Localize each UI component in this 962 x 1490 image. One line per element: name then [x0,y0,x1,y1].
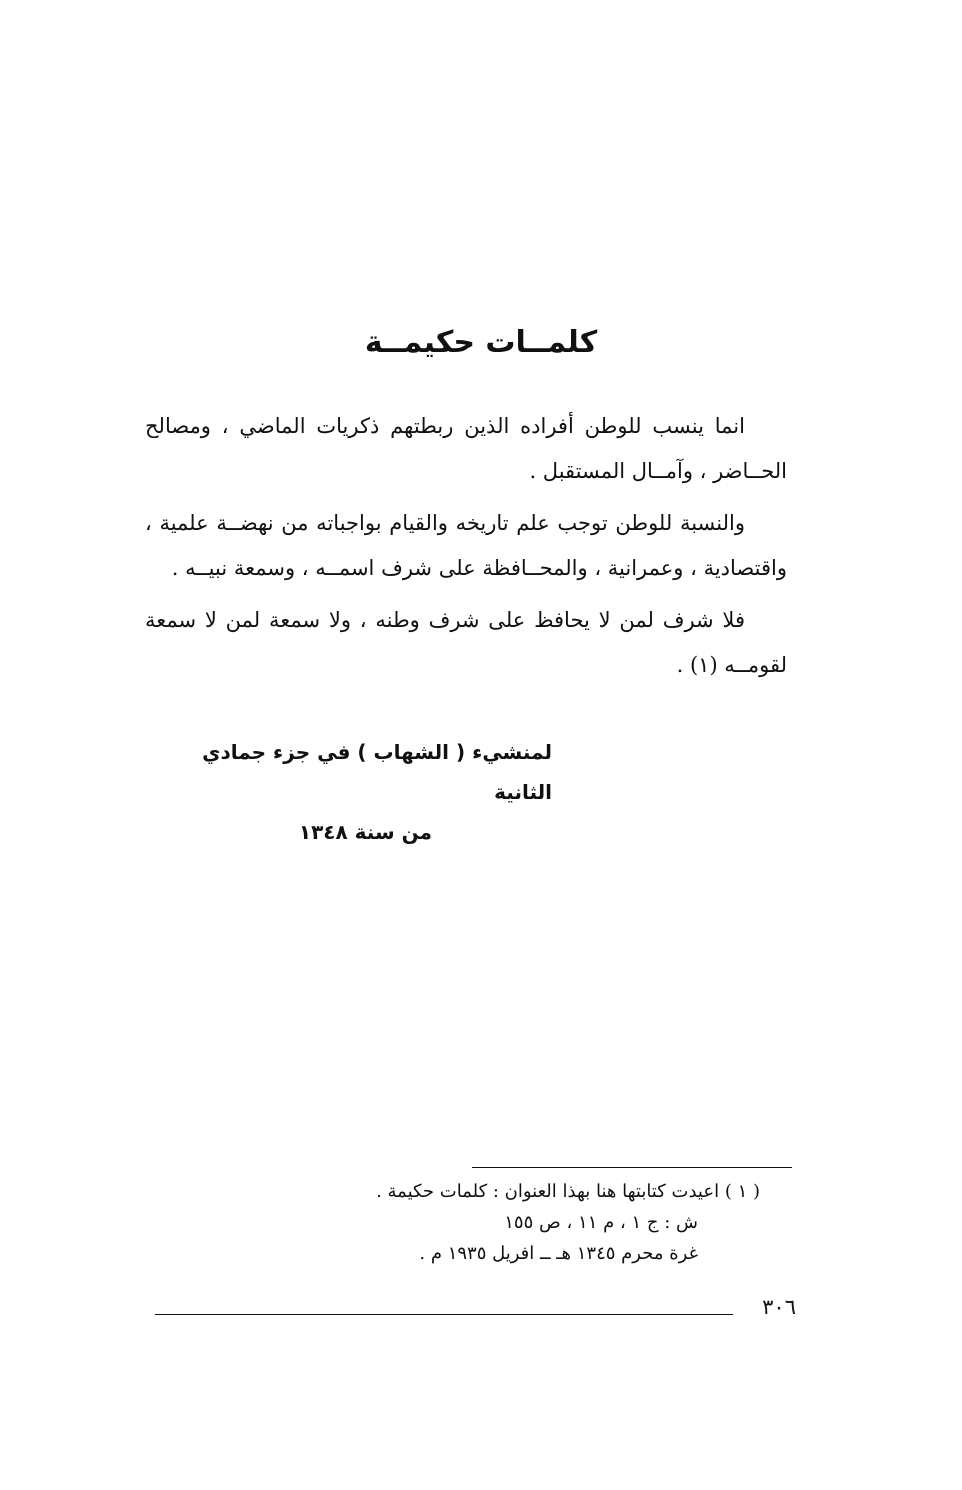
source-attribution [170,732,552,852]
footnote-line-3: غرة محرم ١٣٤٥ هـ ــ افريل ١٩٣٥ م . [419,1243,698,1264]
attribution-line-1: لمنشيء ( الشهاب ) في جزء جمادي الثانية [202,740,552,804]
main-text [145,404,787,695]
paragraph-3: فلا شرف لمن لا يحافظ على شرف وطنه ، ولا سمعة لمن لا سمعة لقومــه (١) . [145,608,787,677]
footnote-line-2: ش : ج ١ ، م ١١ ، ص ١٥٥ [504,1212,698,1233]
footnote-divider [472,1167,792,1168]
page-title: كلمــات حكيمــة [364,325,598,360]
paragraph-1: انما ينسب للوطن أفراده الذين ربطتهم ذكريات الماضي ، ومصالح الحــاضر ، وآمــال المستقبل . [145,414,787,483]
page-footer-rule [155,1314,733,1315]
attribution-line-2: من سنة ١٣٤٨ [298,820,432,844]
page-number: ٣٠٦ [762,1295,796,1319]
footnote-line-1: ( ١ ) اعيدت كتابتها هنا بهذا العنوان : كلمات حكيمة . [376,1181,760,1202]
paragraph-2: والنسبة للوطن توجب علم تاريخه والقيام بواجباته من نهضــة علمية ، واقتصادية ، وعمرانية ، والمحــافظة على شرف اسمــه ، وسمعة نبيــه . [145,511,787,580]
footnote [180,1176,760,1269]
